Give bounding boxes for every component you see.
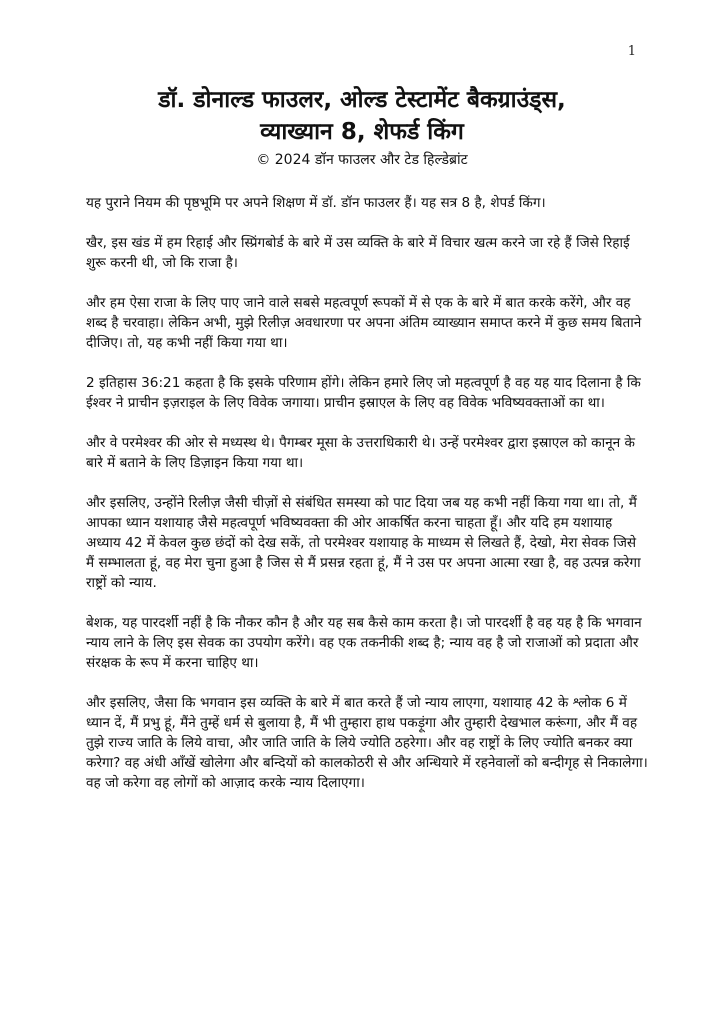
paragraph: और हम ऐसा राजा के लिए पाए जाने वाले सबसे महत्वपूर्ण रूपकों में से एक के बारे में बात करके करेंगे, और वह शब्द है चरवाहा। लेकिन अभी, मुझे रिलीज़ अवधारणा पर अपना अंतिम व्याख्यान समाप्त करने में कुछ समय बिताने दीजिए। तो, यह कभी नहीं किया गया था।	[86, 295, 642, 351]
paragraph: यह पुराने नियम की पृष्ठभूमि पर अपने शिक्षण में डॉ. डॉन फाउलर हैं। यह सत्र 8 है, शेपर्ड किंग।	[86, 195, 546, 211]
paragraph: बेशक, यह पारदर्शी नहीं है कि नौकर कौन है और यह सब कैसे काम करता है। जो पारदर्शी है वह यह है कि भगवान न्याय लाने के लिए इस सेवक का उपयोग करेंगे। वह एक तकनीकी शब्द है; न्याय वह है जो राजाओं को प्रदाता और संरक्षक के रूप में करना चाहिए था।	[86, 615, 642, 671]
paragraph: 2 इतिहास 36:21 कहता है कि इसके परिणाम होंगे। लेकिन हमारे लिए जो महत्वपूर्ण है वह यह याद दिलाना है कि ईश्वर ने प्राचीन इज़राइल के लिए विवेक जगाया। प्राचीन इस्राएल के लिए वह विवेक भविष्यवक्ताओं का था।	[86, 375, 641, 411]
document-body	[86, 193, 648, 813]
paragraph: खैर, इस खंड में हम रिहाई और स्प्रिंगबोर्ड के बारे में उस व्यक्ति के बारे में विचार खत्म करने जा रहे हैं जिसे रिहाई शुरू करनी थी, जो कि राजा है।	[86, 235, 630, 271]
paragraph: और इसलिए, जैसा कि भगवान इस व्यक्ति के बारे में बात करते हैं जो न्याय लाएगा, यशायाह 42 के श्लोक 6 में ध्यान दें, मैं प्रभु हूं, मैंने तुम्हें धर्म से बुलाया है, मैं भी तुम्हारा हाथ पकड़ूंगा और तुम्हारी देखभाल करूंगा, और मैं वह तुझे राज्य जाति के लिये वाचा, और जाति जाति के लिये ज्योति ठहरेगा। और वह राष्ट्रों के लिए ज्योति बनकर क्या करेगा? वह अंधी आँखें खोलेगा और बन्दियों को कालकोठरी से और अन्धियारे में रहनेवालों को बन्दीगृह से निकालेगा। वह जो करेगा वह लोगों को आज़ाद करके न्याय दिलाएगा।	[86, 695, 648, 791]
paragraph: और इसलिए, उन्होंने रिलीज़ जैसी चीज़ों से संबंधित समस्या को पाट दिया जब यह कभी नहीं किया गया था। तो, मैं आपका ध्यान यशायाह जैसे महत्वपूर्ण भविष्यवक्ता की ओर आकर्षित करना चाहता हूँ। और यदि हम यशायाह अध्याय 42 में केवल कुछ छंदों को देख सकें, तो परमेश्वर यशायाह के माध्यम से लिखते हैं, देखो, मेरा सेवक जिसे मैं सम्भालता हूं, वह मेरा चुना हुआ है जिस से मैं प्रसन्न रहता हूं, मैं ने उस पर अपना आत्मा रखा है, वह उत्पन्न करेगा राष्ट्रों को न्याय.	[86, 495, 641, 591]
copyright-notice: © 2024 डॉन फाउलर और टेड हिल्डेब्रांट	[256, 152, 468, 168]
page-number: 1	[627, 44, 636, 59]
title-line-2: व्याख्यान 8, शेफर्ड किंग	[260, 119, 464, 145]
paragraph: और वे परमेश्वर की ओर से मध्यस्थ थे। पैगम्बर मूसा के उत्तराधिकारी थे। उन्हें परमेश्वर द्वारा इस्राएल को कानून के बारे में बताने के लिए डिज़ाइन किया गया था।	[86, 435, 635, 471]
title-line-1: डॉ. डोनाल्ड फाउलर, ओल्ड टेस्टामेंट बैकग्राउंड्स,	[158, 87, 566, 113]
title-block	[72, 84, 652, 170]
document-title	[72, 84, 652, 148]
